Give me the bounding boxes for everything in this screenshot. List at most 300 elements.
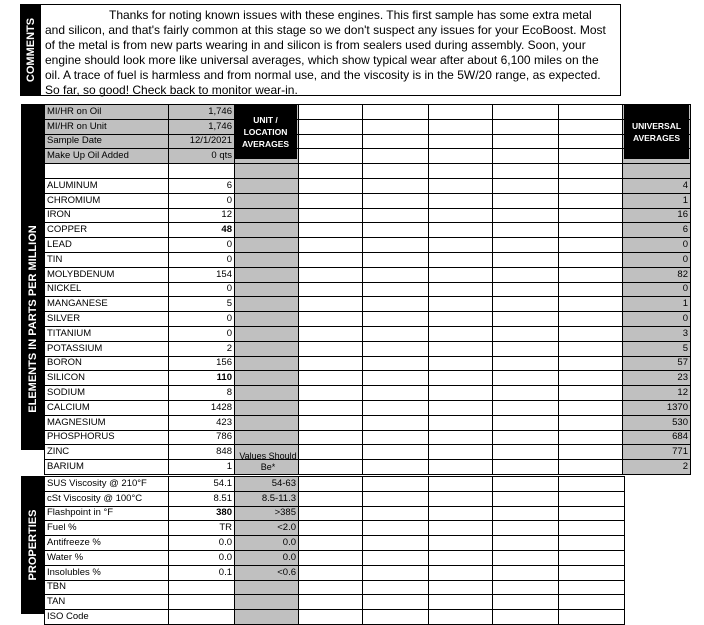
empty-cell: [493, 415, 559, 430]
empty-cell: [493, 371, 559, 386]
element-name: MANGANESE: [45, 297, 169, 312]
empty-cell: [559, 238, 623, 253]
element-universal-value: 530: [623, 415, 691, 430]
element-row: [45, 445, 691, 460]
empty-cell: [559, 164, 623, 179]
element-name: SILICON: [45, 371, 169, 386]
empty-cell: [429, 238, 493, 253]
element-universal-value: 12: [623, 386, 691, 401]
comments-sidebar: [21, 5, 41, 95]
element-name: ZINC: [45, 445, 169, 460]
empty-cell: [493, 595, 559, 610]
empty-cell: [363, 460, 429, 475]
empty-cell: [559, 595, 625, 610]
empty-cell: [429, 595, 493, 610]
info-value: 12/1/2021: [169, 134, 235, 149]
empty-cell: [299, 193, 363, 208]
empty-cell: [559, 415, 623, 430]
empty-cell: [493, 445, 559, 460]
unit-avg-cell: [235, 297, 299, 312]
element-universal-value: 1370: [623, 400, 691, 415]
info-row: [45, 149, 691, 164]
empty-cell: [493, 267, 559, 282]
property-name: ISO Code: [45, 610, 169, 625]
empty-cell: [493, 386, 559, 401]
empty-cell: [429, 282, 493, 297]
empty-cell: [559, 193, 623, 208]
empty-cell: [493, 326, 559, 341]
empty-cell: [493, 536, 559, 551]
element-name: PHOSPHORUS: [45, 430, 169, 445]
property-value: 380: [169, 506, 235, 521]
empty-cell: [493, 105, 559, 120]
unit-avg-cell: [235, 193, 299, 208]
empty-cell: [429, 445, 493, 460]
empty-cell: [363, 521, 429, 536]
property-row: [45, 610, 625, 625]
element-name: SODIUM: [45, 386, 169, 401]
element-value: 423: [169, 415, 235, 430]
info-label: Make Up Oil Added: [45, 149, 169, 164]
unit-avg-cell: [235, 430, 299, 445]
empty-cell: [363, 149, 429, 164]
empty-cell: [559, 252, 623, 267]
empty-cell: [429, 430, 493, 445]
empty-cell: [559, 565, 625, 580]
unit-avg-cell: [235, 223, 299, 238]
empty-cell: [493, 238, 559, 253]
comments-box: [20, 4, 621, 96]
empty-cell: [363, 223, 429, 238]
empty-cell: [493, 164, 559, 179]
property-row: [45, 550, 625, 565]
empty-cell: [493, 193, 559, 208]
empty-cell: [299, 430, 363, 445]
element-row: [45, 208, 691, 223]
property-should-be: 0.0: [235, 536, 299, 551]
empty-cell: [299, 371, 363, 386]
empty-cell: [299, 105, 363, 120]
element-value: 848: [169, 445, 235, 460]
empty-cell: [299, 491, 363, 506]
empty-cell: [429, 491, 493, 506]
empty-cell: [559, 580, 625, 595]
property-row: [45, 565, 625, 580]
element-name: MAGNESIUM: [45, 415, 169, 430]
info-row: [45, 134, 691, 149]
empty-cell: [363, 119, 429, 134]
info-label: MI/HR on Oil: [45, 105, 169, 120]
element-universal-value: 1: [623, 297, 691, 312]
empty-cell: [363, 193, 429, 208]
element-row: [45, 460, 691, 475]
empty-cell: [559, 371, 623, 386]
spacer-cell: [45, 164, 169, 179]
empty-cell: [363, 400, 429, 415]
element-universal-value: 3: [623, 326, 691, 341]
empty-cell: [299, 506, 363, 521]
empty-cell: [299, 477, 363, 492]
property-name: TAN: [45, 595, 169, 610]
empty-cell: [429, 312, 493, 327]
property-value: [169, 580, 235, 595]
element-universal-value: 57: [623, 356, 691, 371]
empty-cell: [363, 282, 429, 297]
empty-cell: [429, 341, 493, 356]
property-should-be: 8.5-11.3: [235, 491, 299, 506]
properties-sidebar: [21, 476, 44, 614]
empty-cell: [429, 521, 493, 536]
unit-location-header: [234, 105, 297, 159]
property-name: Fuel %: [45, 521, 169, 536]
property-should-be: <2.0: [235, 521, 299, 536]
empty-cell: [493, 356, 559, 371]
info-row: [45, 105, 691, 120]
element-name: LEAD: [45, 238, 169, 253]
empty-cell: [299, 341, 363, 356]
empty-cell: [363, 565, 429, 580]
unit-location-header-label: UNIT / LOCATION AVERAGES: [241, 115, 290, 149]
empty-cell: [363, 445, 429, 460]
unit-avg-cell: [235, 326, 299, 341]
empty-cell: [299, 164, 363, 179]
empty-cell: [429, 400, 493, 415]
empty-cell: [299, 326, 363, 341]
empty-cell: [299, 386, 363, 401]
empty-cell: [429, 477, 493, 492]
element-universal-value: 5: [623, 341, 691, 356]
element-value: 0: [169, 326, 235, 341]
property-name: SUS Viscosity @ 210°F: [45, 477, 169, 492]
element-row: [45, 238, 691, 253]
empty-cell: [299, 460, 363, 475]
empty-cell: [299, 267, 363, 282]
empty-cell: [363, 610, 429, 625]
element-value: 1: [169, 460, 235, 475]
empty-cell: [493, 223, 559, 238]
empty-cell: [363, 430, 429, 445]
empty-cell: [429, 386, 493, 401]
element-universal-value: 82: [623, 267, 691, 282]
property-name: Insolubles %: [45, 565, 169, 580]
empty-cell: [299, 536, 363, 551]
property-value: 54.1: [169, 477, 235, 492]
empty-cell: [559, 477, 625, 492]
empty-cell: [363, 506, 429, 521]
element-universal-value: 0: [623, 312, 691, 327]
elements-sidebar: [21, 104, 44, 450]
property-row: [45, 536, 625, 551]
empty-cell: [299, 223, 363, 238]
info-value: 1,746: [169, 105, 235, 120]
empty-cell: [429, 134, 493, 149]
element-row: [45, 193, 691, 208]
empty-cell: [299, 595, 363, 610]
property-should-be: <0.6: [235, 565, 299, 580]
elements-title: ELEMENTS IN PARTS PER MILLION: [26, 225, 39, 413]
empty-cell: [559, 267, 623, 282]
empty-cell: [363, 297, 429, 312]
element-universal-value: 0: [623, 238, 691, 253]
empty-cell: [363, 386, 429, 401]
empty-cell: [299, 252, 363, 267]
element-value: 5: [169, 297, 235, 312]
values-note: Values Should Be*: [239, 451, 297, 472]
empty-cell: [559, 521, 625, 536]
element-value: 48: [169, 223, 235, 238]
empty-cell: [429, 297, 493, 312]
empty-cell: [559, 105, 623, 120]
empty-cell: [493, 400, 559, 415]
empty-cell: [299, 521, 363, 536]
empty-cell: [363, 178, 429, 193]
property-name: Water %: [45, 550, 169, 565]
info-value: 1,746: [169, 119, 235, 134]
unit-avg-cell: [235, 400, 299, 415]
empty-cell: [299, 550, 363, 565]
empty-cell: [559, 297, 623, 312]
empty-cell: [493, 565, 559, 580]
element-universal-value: 23: [623, 371, 691, 386]
property-value: [169, 610, 235, 625]
property-should-be: [235, 580, 299, 595]
element-value: 0: [169, 282, 235, 297]
empty-cell: [493, 491, 559, 506]
element-row: [45, 223, 691, 238]
empty-cell: [559, 550, 625, 565]
empty-cell: [429, 371, 493, 386]
element-row: [45, 371, 691, 386]
element-name: CHROMIUM: [45, 193, 169, 208]
element-row: [45, 400, 691, 415]
property-value: 0.1: [169, 565, 235, 580]
empty-cell: [493, 477, 559, 492]
empty-cell: [299, 610, 363, 625]
property-value: 0.0: [169, 536, 235, 551]
empty-cell: [559, 400, 623, 415]
empty-cell: [429, 223, 493, 238]
empty-cell: [493, 282, 559, 297]
empty-cell: [299, 580, 363, 595]
element-universal-value: 771: [623, 445, 691, 460]
universal-header: [624, 105, 689, 159]
element-name: NICKEL: [45, 282, 169, 297]
empty-cell: [559, 491, 625, 506]
empty-cell: [363, 238, 429, 253]
empty-cell: [429, 119, 493, 134]
empty-cell: [559, 326, 623, 341]
element-value: 786: [169, 430, 235, 445]
empty-cell: [299, 297, 363, 312]
empty-cell: [299, 149, 363, 164]
element-universal-value: 1: [623, 193, 691, 208]
empty-cell: [559, 386, 623, 401]
empty-cell: [299, 415, 363, 430]
empty-cell: [559, 119, 623, 134]
element-row: [45, 356, 691, 371]
element-universal-value: 16: [623, 208, 691, 223]
info-value: 0 qts: [169, 149, 235, 164]
empty-cell: [363, 312, 429, 327]
empty-cell: [493, 460, 559, 475]
info-label: Sample Date: [45, 134, 169, 149]
info-row: [45, 119, 691, 134]
universal-cell: [623, 164, 691, 179]
empty-cell: [493, 312, 559, 327]
empty-cell: [429, 252, 493, 267]
empty-cell: [299, 282, 363, 297]
empty-cell: [493, 208, 559, 223]
property-row: [45, 491, 625, 506]
element-universal-value: 6: [623, 223, 691, 238]
element-value: 2: [169, 341, 235, 356]
empty-cell: [493, 550, 559, 565]
empty-cell: [363, 477, 429, 492]
unit-avg-cell: [235, 208, 299, 223]
empty-cell: [559, 460, 623, 475]
element-universal-value: 4: [623, 178, 691, 193]
element-name: BORON: [45, 356, 169, 371]
empty-cell: [559, 430, 623, 445]
empty-cell: [429, 460, 493, 475]
property-name: cSt Viscosity @ 100°C: [45, 491, 169, 506]
empty-cell: [559, 208, 623, 223]
empty-cell: [299, 238, 363, 253]
empty-cell: [363, 536, 429, 551]
empty-cell: [493, 134, 559, 149]
empty-cell: [363, 580, 429, 595]
empty-cell: [559, 610, 625, 625]
element-row: [45, 415, 691, 430]
empty-cell: [493, 610, 559, 625]
element-value: 110: [169, 371, 235, 386]
unit-avg-cell: [235, 386, 299, 401]
empty-cell: [559, 282, 623, 297]
empty-cell: [559, 223, 623, 238]
empty-cell: [299, 208, 363, 223]
empty-cell: [363, 550, 429, 565]
empty-cell: [429, 415, 493, 430]
element-value: 154: [169, 267, 235, 282]
empty-cell: [559, 134, 623, 149]
element-name: COPPER: [45, 223, 169, 238]
empty-cell: [493, 178, 559, 193]
unit-avg-cell: [235, 312, 299, 327]
property-should-be: [235, 595, 299, 610]
empty-cell: [559, 536, 625, 551]
empty-cell: [493, 580, 559, 595]
property-name: TBN: [45, 580, 169, 595]
empty-cell: [559, 356, 623, 371]
empty-cell: [559, 312, 623, 327]
empty-cell: [299, 356, 363, 371]
element-value: 0: [169, 252, 235, 267]
element-row: [45, 312, 691, 327]
empty-cell: [429, 105, 493, 120]
element-value: 156: [169, 356, 235, 371]
property-row: [45, 595, 625, 610]
element-name: IRON: [45, 208, 169, 223]
element-name: BARIUM: [45, 460, 169, 475]
universal-header-label: UNIVERSAL AVERAGES: [631, 121, 682, 143]
empty-cell: [493, 297, 559, 312]
element-value: 0: [169, 193, 235, 208]
unit-avg-cell: [235, 356, 299, 371]
property-value: 0.0: [169, 550, 235, 565]
empty-cell: [559, 149, 623, 164]
empty-cell: [299, 119, 363, 134]
property-should-be: 0.0: [235, 550, 299, 565]
empty-cell: [429, 536, 493, 551]
element-universal-value: 684: [623, 430, 691, 445]
element-row: [45, 430, 691, 445]
property-should-be: [235, 610, 299, 625]
empty-cell: [363, 356, 429, 371]
element-value: 1428: [169, 400, 235, 415]
property-value: 8.51: [169, 491, 235, 506]
property-row: [45, 477, 625, 492]
empty-cell: [429, 208, 493, 223]
element-row: [45, 282, 691, 297]
empty-cell: [363, 491, 429, 506]
element-name: SILVER: [45, 312, 169, 327]
property-name: Flashpoint in °F: [45, 506, 169, 521]
property-should-be: 54-63: [235, 477, 299, 492]
unit-avg-cell: [235, 282, 299, 297]
empty-cell: [493, 252, 559, 267]
element-name: POTASSIUM: [45, 341, 169, 356]
element-name: TITANIUM: [45, 326, 169, 341]
empty-cell: [363, 415, 429, 430]
properties-table: [44, 476, 625, 625]
empty-cell: [429, 193, 493, 208]
comments-text: Thanks for noting known issues with these engines. This first sample has some extra metal and silicon, and that's fairly common at this stage so we don't suspect any issues for your EcoBoost. Most of the metal is from new parts wearing in and silicon is from sealers used during assembly. Soon, your engine should look more like universal averages, which show typical wear after about 6,100 miles on the oil. A trace of fuel is harmless and from normal use, and the viscosity is in the 5W/20 range, as expected. So far, so good! Check back to monitor wear-in.: [45, 8, 606, 97]
empty-cell: [429, 149, 493, 164]
empty-cell: [363, 105, 429, 120]
empty-cell: [363, 252, 429, 267]
unit-avg-cell: [235, 267, 299, 282]
element-value: 12: [169, 208, 235, 223]
element-universal-value: 0: [623, 282, 691, 297]
element-row: [45, 326, 691, 341]
empty-cell: [363, 134, 429, 149]
element-universal-value: 0: [623, 252, 691, 267]
properties-title: PROPERTIES: [26, 509, 39, 581]
element-row: [45, 297, 691, 312]
comments-title: COMMENTS: [25, 17, 37, 83]
empty-cell: [559, 445, 623, 460]
empty-cell: [299, 134, 363, 149]
empty-cell: [559, 341, 623, 356]
unit-avg-cell: [235, 164, 299, 179]
empty-cell: [559, 178, 623, 193]
empty-cell: [429, 178, 493, 193]
empty-cell: [493, 341, 559, 356]
empty-cell: [363, 164, 429, 179]
empty-cell: [429, 506, 493, 521]
unit-avg-cell: [235, 238, 299, 253]
elements-table: [44, 104, 691, 475]
empty-cell: [363, 326, 429, 341]
property-row: [45, 521, 625, 536]
element-universal-value: 2: [623, 460, 691, 475]
empty-cell: [429, 356, 493, 371]
empty-cell: [429, 326, 493, 341]
property-name: Antifreeze %: [45, 536, 169, 551]
empty-cell: [493, 521, 559, 536]
property-should-be: >385: [235, 506, 299, 521]
empty-cell: [493, 149, 559, 164]
